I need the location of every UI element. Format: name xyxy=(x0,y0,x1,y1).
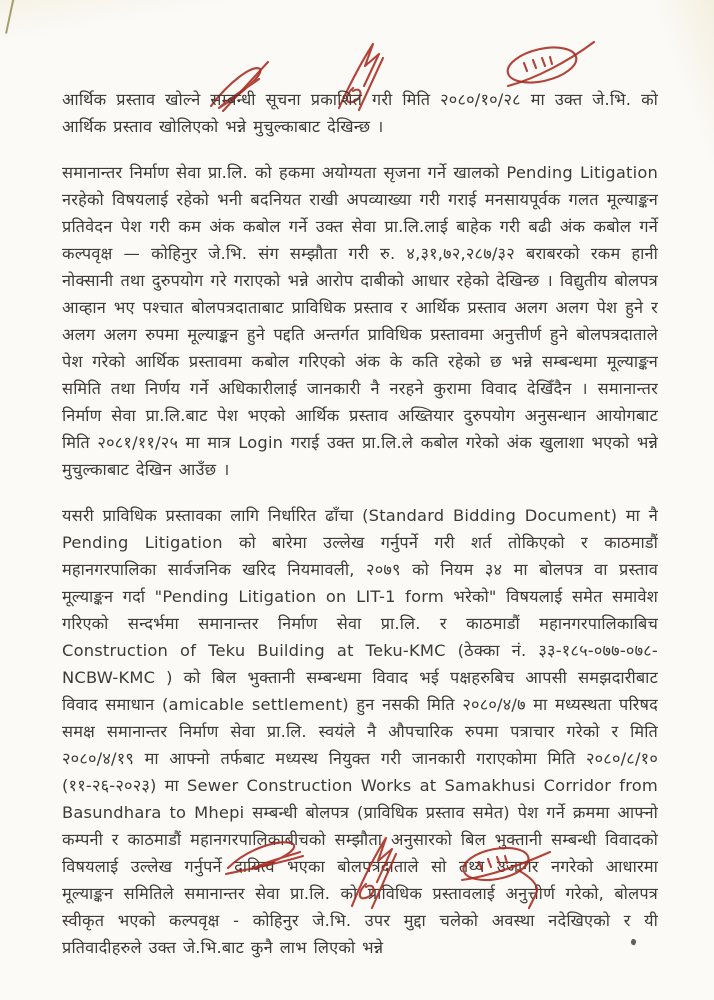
paragraph-1: आर्थिक प्रस्ताव खोल्ने सम्बन्धी सूचना प्रकाशित गरी मिति २०८०/१०/२८ मा उक्त जे.भि. को आर्थिक प्रस्ताव खोलिएको भन्ने मुचुल्काबाट देखिन्छ । xyxy=(62,90,658,136)
paragraph-3: यसरी प्राविधिक प्रस्तावका लागि निर्धारित ढाँचा (Standard Bidding Document) मा नै Pending Litigation को बारेमा उल्लेख गर्नुपर्ने गरी शर्त तोकिएको र काठमाडौं महानगरपालिका सार्वजनिक खरिद नियमावली, २०७९ को नियम ३४ मा बोलपत्र वा प्रस्ताव मूल्याङ्कन गर्दा "Pending Litigation on LIT-1 form भरेको" विषयलाई समेत समावेश गरिएको सन्दर्भमा समानान्तर निर्माण सेवा प्रा.लि. र काठमाडौं महानगरपालिकाबिच Construction of Teku Building at Teku-KMC (ठेक्का नं. ३३-१८५-०७७-०७८-NCBW-KMC ) को बिल भुक्तानी सम्बन्धमा विवाद भई पक्षहरुबिच आपसी समझदारीबाट विवाद समाधान (amicable settlement) हुन नसकी मिति २०८०/४/७ मा मध्यस्थता परिषद समक्ष समानान्तर निर्माण सेवा प्रा.लि. स्वयंले नै औपचारिक रुपमा पत्राचार गरेको र मिति २०८०/४/१९ मा आफ्नो तर्फबाट मध्यस्थ नियुक्त गरी जानकारी गराएकोमा मिति २०८०/८/१० (११-२६-२०२३) मा Sewer Construction Works at Samakhusi Corridor from Basundhara to Mhepi सम्बन्धी बोलपत्र (प्राविधिक प्रस्ताव समेत) पेश गर्ने क्रममा आफ्नो कम्पनी र काठमाडौं महानगरपालिकाबीचको सम्झौता अनुसारको बिल भुक्तानी सम्बन्धी विवादको विषयलाई उल्लेख गर्नुपर्ने दायित्व भएका बोलपत्रदाताले सो तथ्य उजागर नगरेको आधारमा मूल्याङ्कन समितिले समानान्तर सेवा प्रा.लि. को प्राविधिक प्रस्तावलाई अनुत्तीर्ण गरेको, बोलपत्र स्वीकृत भएको कल्पवृक्ष - कोहिनुर जे.भि. उपर मुद्दा चलेको अवस्था नदेखिएको र यी प्रतिवादीहरुले उक्त जे.भि.बाट कुनै लाभ लिएको भन्ने xyxy=(62,506,658,957)
paragraph-2: समानान्तर निर्माण सेवा प्रा.लि. को हकमा अयोग्यता सृजना गर्ने खालको Pending Litigation नरहेको विषयलाई रहेको भनी बदनियत राखी अपव्याख्या गरी गराई मनसायपूर्वक गलत मूल्याङ्कन प्रतिवेदन पेश गरी कम अंक कबोल गर्ने उक्त सेवा प्रा.लि.लाई बाहेक गरी बढी अंक कबोल गर्ने कल्पवृक्ष — कोहिनुर जे.भि. संग सम्झौता गरी रु. ४,३१,७२,२८७/३२ बराबरको रकम हानी नोक्सानी तथा दुरुपयोग गरे गराएको भन्ने आरोप दाबीको आधार रहेको देखिन्छ । विद्युतीय बोलपत्र आव्हान भए पश्चात बोलपत्रदाताबाट प्राविधिक प्रस्ताव र आर्थिक प्रस्ताव अलग अलग पेश हुने र अलग अलग रुपमा मूल्याङ्कन हुने पद्दति अन्तर्गत प्राविधिक प्रस्तावमा अनुत्तीर्ण हुने बोलपत्रदाताले पेश गरेको आर्थिक प्रस्तावमा कबोल गरिएको अंक के कति रहेको छ भन्ने सम्बन्धमा मूल्याङ्कन समिति तथा निर्णय गर्ने अधिकारीलाई जानकारी नै नरहने कुरामा विवाद देखिँदैन । समानान्तर निर्माण सेवा प्रा.लि.बाट पेश भएको आर्थिक प्रस्ताव अख्तियार दुरुपयोग अनुसन्धान आयोगबाट मिति २०८१/११/२५ मा मात्र Login गराई उक्त प्रा.लि.ले कबोल गरेको अंक खुलाशा भएको भन्ने मुचुल्काबाट देखिन आउँछ । xyxy=(62,163,658,479)
scan-fold-mark xyxy=(5,0,15,34)
document-body xyxy=(62,86,658,961)
